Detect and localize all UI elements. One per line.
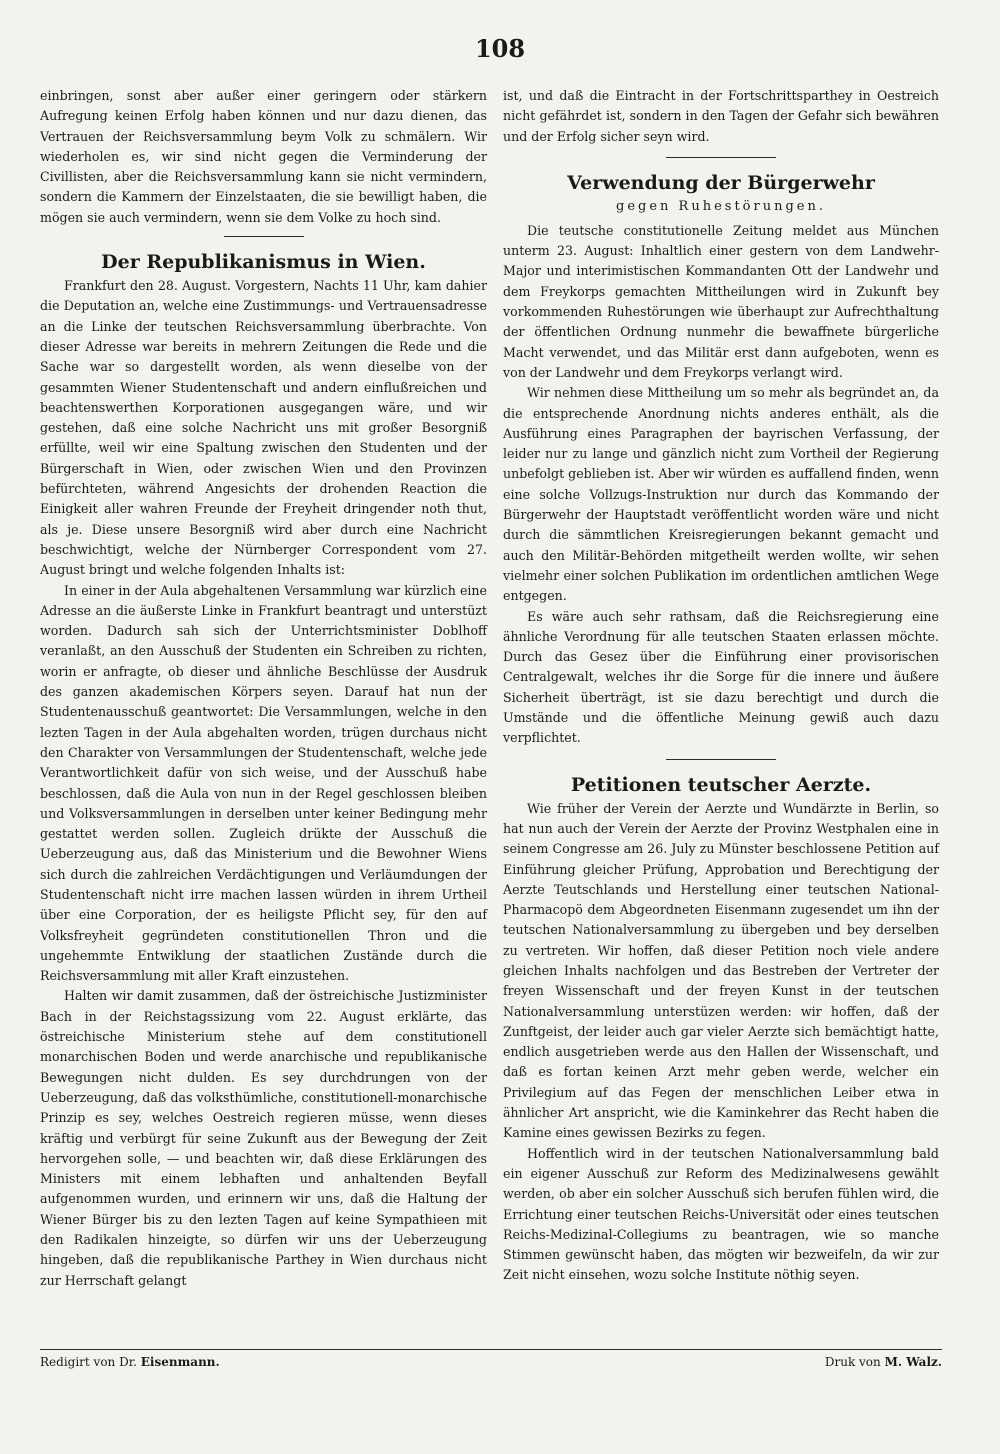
editor-credit [40,1352,220,1372]
article-buergerwehr [503,170,939,749]
article-paragraph: Wir nehmen diese Mittheilung um so mehr als begründet an, da die entsprechende Anordnung nichts anderes enthält, als die Ausführung eines Paragraphen der bayrischen Verfassung, der leider nur zu lange und gänzlich nicht zum Vortheil der Regierung unbefolgt geblieben ist. Aber wir würden es auffallend finden, wenn eine solche Vollzugs-Instruktion nur durch das Kommando der Bürgerwehr der Hauptstadt veröffentlicht worden wäre und nicht durch die sämmtlichen Kreisregierungen bekannt gemacht und auch den Militär-Behörden mitgetheilt werden wollte, wir sehen vielmehr einer solchen Publikation im ordentlichen amtlichen Wege entgegen. [503,385,939,604]
article-paragraph: Es wäre auch sehr rathsam, daß die Reichsregierung eine ähnliche Verordnung für alle teutschen Staaten erlassen möchte. Durch das Gesez über die Einführung einer provisorischen Centralgewalt, welches ihr die Sorge für die innere und äußere Sicherheit überträgt, ist sie dazu berechtigt und durch die Umstände und die öffentliche Meinung gewiß auch dazu verpflichtet. [503,608,939,746]
article-title: Petitionen teutscher Aerzte. [570,773,872,796]
article-paragraph: Halten wir damit zusammen, daß der östreichische Justizminister Bach in der Reichstagssizung vom 22. August erklärte, das östreichische Ministerium stehe auf dem constitutionell monarchischen Boden und werde anarchische und republikanische Bewegungen nicht dulden. Es sey durchdrungen von der Ueberzeugung, daß das volksthümliche, constitutionell-monarchische Prinzip es sey, welches Oestreich regieren müsse, wenn dieses kräftig und verbürgt für seine Zukunft aus der Bewegung der Zeit hervorgehen solle, — und beachten wir, daß diese Erklärungen des Ministers mit einem lebhaften und anhaltenden Beyfall aufgenommen wurden, und erinnern wir uns, daß die Haltung der Wiener Bürger bis zu den lezten Tagen auf keine Sympathieen mit den Radikalen hinzeigte, so dürfen wir uns der Ueberzeugung hingeben, daß die republikanische Parthey in Wien durchaus nicht zur Herrschaft gelangt [40,988,487,1288]
footer-rule [40,1349,942,1350]
article-paragraph: Wie früher der Verein der Aerzte und Wundärzte in Berlin, so hat nun auch der Verein der Aerzte der Provinz Westphalen eine in seinem Congresse am 26. July zu Münster beschlossene Petition auf Einführung gleicher Prüfung, Approbation und Berechtigung der Aerzte Teutschlands und Herstellung einer teutschen National-Pharmacopö dem Abgeordneten Eisenmann zugesendet um ihn der teutschen Nationalversammlung zu übergeben und bey derselben zu vertreten. Wir hoffen, daß dieser Petition noch viele andere gleichen Inhalts nachfolgen und das Bestreben der Vertreter der freyen Wissenschaft und der freyen Kunst in der teutschen Nationalversammlung unterstüzen werden: wir hoffen, daß der Zunftgeist, der leider auch gar vieler Aerzte sich bemächtigt hatte, endlich ausgetrieben werde aus den Hallen der Wissenschaft, und daß es fortan keinen Arzt mehr geben werde, welcher ein Privilegium auf das Fegen der menschlichen Leiber etwa in ähnlicher Art anspricht, wie die Kaminkehrer das Recht haben die Kamine eines gewissen Bezirks zu fegen. [503,800,939,1141]
left-column [40,86,487,1291]
separator-rule [666,759,776,760]
article-paragraph: Hoffentlich wird in der teutschen Nationalversammlung bald ein eigener Ausschuß zur Reform des Medizinalwesens gewählt werden, ob aber ein solcher Ausschuß sich berufen fühlen wird, die Errichtung einer teutschen Reichs-Universität oder eines teutschen Reichs-Medizinal-Collegiums zu beantragen, wie so manche Stimmen gewünscht haben, das mögten wir bezweifeln, da wir zur Zeit nicht einsehen, wozu solche Institute nöthig seyen. [503,1145,939,1283]
article-title: Verwendung der Bürgerwehr [567,171,875,194]
article-paragraph: Frankfurt den 28. August. Vorgestern, Nachts 11 Uhr, kam dahier die Deputation an, welche eine Zustimmungs- und Vertrauensadresse an die Linke der teutschen Reichsversammlung überbrachte. Von dieser Adresse war bereits in mehrern Zeitungen die Rede und die Sache war so dargestellt worden, als wenn dieselbe von der gesammten Wiener Studentenschaft und andern einflußreichen und beachtenswerthen Korporationen ausgegangen wäre, und wir gestehen, daß eine solche Nachricht uns mit großer Besorgniß erfüllte, weil wir eine Spaltung zwischen den Studenten und der Bürgerschaft in Wien, oder zwischen Wien und den Provinzen befürchteten, während Angesichts der drohenden Reaction die Einigkeit aller wahren Freunde der Freyheit dringender noth thut, als je. Diese unsere Besorgniß wird aber durch eine Nachricht beschwichtigt, welche der Nürnberger Correspondent vom 27. August bringt und welche folgenden Inhalts ist: [40,278,487,578]
editor-name: Eisenmann. [140,1355,220,1369]
article-republikanismus [40,249,487,1291]
left-continuation-paragraph: einbringen, sonst aber außer einer geringern oder stärkern Aufregung keinen Erfolg haben können und nur dazu dienen, das Vertrauen der Reichsversammlung beym Volk zu schmälern. Wir wiederholen es, wir sind nicht gegen die Verminderung der Civillisten, aber die Reichsversammlung kann sie nicht vermindern, sondern die Kammern der Einzelstaaten, die sie bewilligt haben, die mögen sie auch vermindern, wenn sie dem Volke zu hoch sind. [40,88,487,225]
editor-prefix: Redigirt von Dr. [40,1355,137,1369]
article-aerzte [503,772,939,1286]
printer-name: M. Walz. [884,1355,942,1369]
footer [40,1352,942,1372]
article-subtitle: gegen Ruhestörungen. [616,198,826,214]
article-paragraph: Die teutsche constitutionelle Zeitung meldet aus München unterm 23. August: Inhaltlich einer gestern von dem Landwehr-Major und interimistischen Kommandanten Ott der Landwehr und dem Freykorps gemachten Mittheilungen wird in Zukunft bey vorkommenden Ruhestörungen wie überhaupt zur Aufrechthaltung der öffentlichen Ordnung nunmehr die bewaffnete bürgerliche Macht verwendet, und das Militär erst dann aufgeboten, wenn es von der Landwehr und dem Freykorps verlangt wird. [503,222,939,380]
separator-rule [666,157,776,158]
right-column [503,86,939,1286]
separator-rule [224,236,304,237]
page-number: 108 [474,34,526,63]
printer-credit [825,1352,942,1372]
printer-prefix: Druk von [824,1355,881,1369]
article-paragraph: In einer in der Aula abgehaltenen Versammlung war kürzlich eine Adresse an die äußerste Linke in Frankfurt beantragt und unterstüzt worden. Dadurch sah sich der Unterrichtsminister Doblhoff veranlaßt, an den Ausschuß der Studenten ein Schreiben zu richten, worin er anfragte, ob dieser und ähnliche Beschlüsse der Ausdruk des ganzen akademischen Körpers seyen. Darauf hat nun der Studentenausschuß geantwortet: Die Versammlungen, welche in den lezten Tagen in der Aula abgehalten worden, trügen durchaus nicht den Charakter von Versammlungen der Studentenschaft, welche jede Verantwortlichkeit dafür von sich weise, und der Ausschuß habe beschlossen, daß die Aula von nun in der Regel geschlossen bleiben und Volksversammlungen in derselben unter keiner Bedingung mehr gestattet werden sollen. Zugleich drükte der Ausschuß die Ueberzeugung aus, daß das Ministerium und die Bewohner Wiens sich durch die zahlreichen Verdächtigungen und Verläumdungen der Studentenschaft nicht irre machen lassen würden in ihrem Urtheil über eine Corporation, der es heiligste Pflicht sey, für den auf Volksfreyheit gegründeten constitutionellen Thron und die ungehemmte Entwiklung der staatlichen Zustände durch die Reichsversammlung mit aller Kraft einzustehen. [40,582,487,984]
right-continuation-paragraph: ist, und daß die Eintracht in der Fortschrittsparthey in Oestreich nicht gefährdet ist, sondern in den Tagen der Gefahr sich bewähren und der Erfolg sicher seyn wird. [503,88,939,144]
article-title: Der Republikanismus in Wien. [101,251,426,274]
